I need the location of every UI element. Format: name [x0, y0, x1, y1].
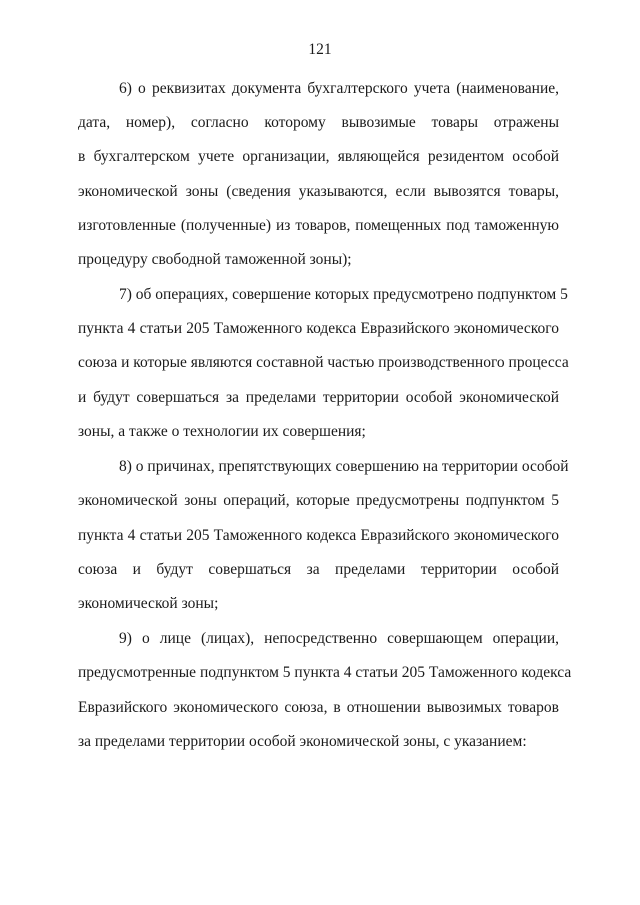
item-8-line-3: пункта 4 статьи 205 Таможенного кодекса Евразийского экономического [78, 527, 559, 544]
item-7-line-2: пункта 4 статьи 205 Таможенного кодекса Евразийского экономического [78, 320, 559, 337]
item-7-line-1: 7) об операциях, совершение которых предусмотрено подпунктом 5 [119, 286, 568, 303]
item-9-line-3: Евразийского экономического союза, в отношении вывозимых товаров [78, 699, 559, 716]
item-9-line-2: предусмотренные подпунктом 5 пункта 4 статьи 205 Таможенного кодекса [78, 664, 572, 681]
item-6-line-6: процедуру свободной таможенной зоны); [78, 251, 352, 268]
item-6-line-2: дата, номер), согласно которому вывозимые товары отражены [78, 114, 559, 131]
item-9-line-1: 9) о лице (лицах), непосредственно совершающем операции, [119, 630, 559, 647]
item-7-line-4: и будут совершаться за пределами территории особой экономической [78, 389, 559, 406]
item-6-line-5: изготовленные (полученные) из товаров, помещенных под таможенную [78, 217, 559, 234]
item-8-line-4: союза и будут совершаться за пределами территории особой [78, 561, 559, 578]
item-7-line-3: союза и которые являются составной частью производственного процесса [78, 354, 569, 371]
item-7-line-5: зоны, а также о технологии их совершения; [78, 423, 366, 440]
item-6-line-3: в бухгалтерском учете организации, являющейся резидентом особой [78, 148, 559, 165]
item-9-line-4: за пределами территории особой экономической зоны, с указанием: [78, 733, 527, 750]
item-8-line-1: 8) о причинах, препятствующих совершению на территории особой [119, 458, 569, 475]
item-6-line-1: 6) о реквизитах документа бухгалтерского учета (наименование, [119, 80, 559, 97]
item-8-line-5: экономической зоны; [78, 595, 219, 612]
page-number: 121 [308, 41, 332, 58]
item-6-line-4: экономической зоны (сведения указываются, если вывозятся товары, [78, 183, 559, 200]
item-8-line-2: экономической зоны операций, которые предусмотрены подпунктом 5 [78, 492, 559, 509]
